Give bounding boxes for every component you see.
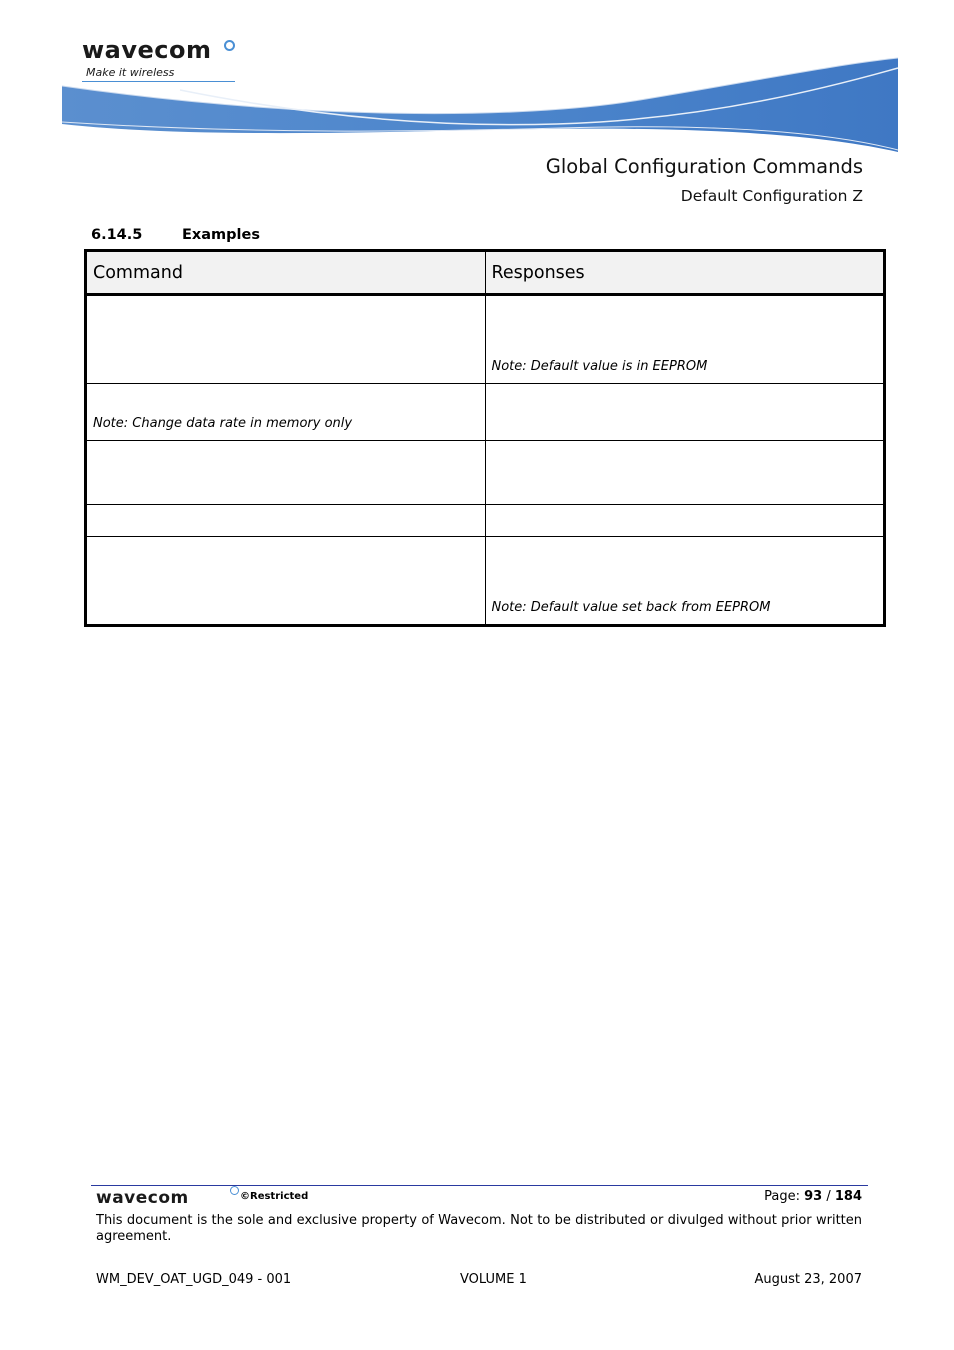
- command-cell: [86, 505, 486, 537]
- response-cell: [485, 441, 885, 505]
- response-cell: [485, 505, 885, 537]
- table-row: [86, 441, 885, 505]
- page-number: [764, 1189, 862, 1204]
- footer-wavecom-logo: wavecom: [96, 1188, 189, 1208]
- table-header-row: [86, 251, 885, 295]
- command-note: [93, 374, 479, 383]
- response-note: [492, 495, 878, 504]
- table-row: [86, 384, 885, 441]
- header-swoosh-banner: [0, 50, 954, 160]
- page-separator: /: [826, 1189, 831, 1204]
- command-cell: [86, 441, 486, 505]
- response-note: [492, 527, 878, 536]
- response-cell: [485, 537, 885, 626]
- restricted-label: ©Restricted: [240, 1191, 309, 1202]
- command-note: [93, 615, 479, 624]
- response-cell: [485, 295, 885, 384]
- page-title: Global Configuration Commands: [545, 155, 863, 178]
- section-number: 6.14.5: [91, 227, 143, 243]
- command-cell: [86, 537, 486, 626]
- page-label: Page:: [764, 1189, 800, 1204]
- command-note: Note: Change data rate in memory only: [93, 416, 353, 431]
- logo-tagline: Make it wireless: [86, 66, 175, 79]
- volume-label: VOLUME 1: [460, 1272, 527, 1287]
- footer-rule: [91, 1185, 868, 1186]
- command-cell: [86, 384, 486, 441]
- response-note: [492, 431, 878, 440]
- page-subtitle: Default Configuration Z: [680, 187, 863, 205]
- command-cell: [86, 295, 486, 384]
- table-row: [86, 295, 885, 384]
- section-title: Examples: [182, 227, 260, 243]
- column-header-responses: Responses: [485, 251, 885, 295]
- command-note: [93, 527, 479, 536]
- table-row: [86, 505, 885, 537]
- document-date: August 23, 2007: [754, 1272, 862, 1287]
- wavecom-logo: wavecom: [82, 36, 212, 64]
- legal-notice: This document is the sole and exclusive property of Wavecom. Not to be distributed or divulged without prior written agreement.: [96, 1213, 862, 1244]
- command-note: [93, 495, 479, 504]
- page-total: 184: [834, 1189, 862, 1204]
- document-id: WM_DEV_OAT_UGD_049 - 001: [96, 1272, 292, 1287]
- examples-table: [84, 249, 886, 627]
- response-note: Note: Default value set back from EEPROM: [491, 600, 771, 615]
- table-row: [86, 537, 885, 626]
- footer-logo-swirl-icon: [230, 1186, 239, 1195]
- page-current: 93: [804, 1189, 823, 1204]
- response-note: Note: Default value is in EEPROM: [491, 359, 708, 374]
- response-cell: [485, 384, 885, 441]
- column-header-command: Command: [86, 251, 486, 295]
